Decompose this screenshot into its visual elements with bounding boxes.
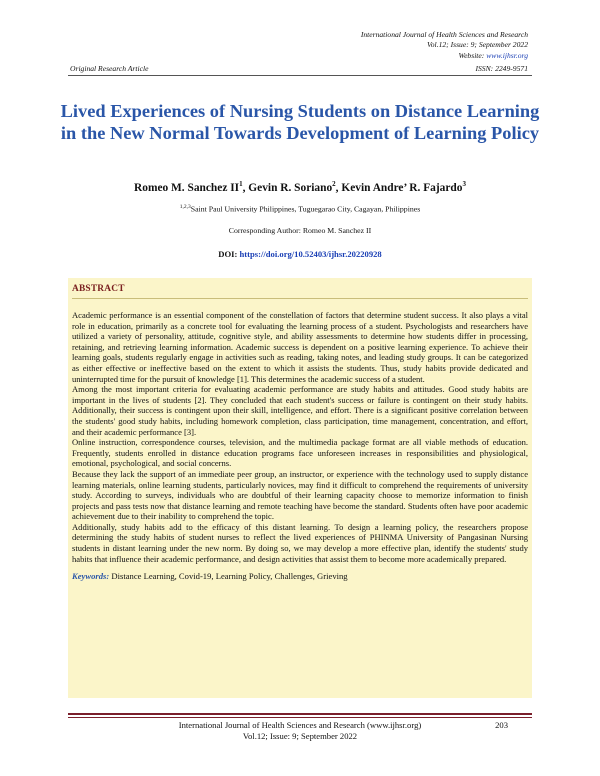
keywords-label: Keywords: — [72, 571, 110, 582]
journal-name: International Journal of Health Sciences and Research — [360, 30, 528, 39]
abstract-paragraph: Additionally, study habits add to the efficacy of this distant learning. To design a learning policy, the researchers propose determining the study habits of student nurses to reflect the lived experiences of PHINMA University of Pangasinan Nursing students in distant learning under the new norm. By doing so, we may develop a more effective plan, identify the students' study habits that influence their academic performance, and design activities that assist them to become more academically prepared. — [72, 521, 528, 564]
footer-divider-thin — [68, 717, 532, 718]
doi-label: DOI: — [218, 249, 238, 259]
corresponding-author: Corresponding Author: Romeo M. Sanchez II — [228, 226, 372, 235]
article-type: Original Research Article — [70, 64, 149, 73]
website-label: Website: — [458, 50, 485, 60]
keywords-line — [72, 571, 528, 581]
issn: ISSN: 2249-9571 — [475, 64, 528, 73]
footer-volume: Vol.12; Issue: 9; September 2022 — [242, 731, 358, 741]
abstract-divider — [72, 298, 528, 299]
journal-volume: Vol.12; Issue: 9; September 2022 — [426, 40, 528, 50]
affiliation-sup: 1,2,3 — [179, 204, 191, 210]
page-number: 203 — [495, 720, 508, 730]
author-sup: 3 — [462, 180, 466, 188]
journal-header — [361, 30, 528, 61]
footer-divider-thick — [68, 713, 532, 715]
abstract-paragraph: Online instruction, correspondence courses, television, and the multimedia package format are all viable methods of education. Frequently, students enrolled in distance education programs face unforeseen increases in responsibilities and physiological, emotional, psychological, and social concerns. — [72, 437, 528, 469]
author-name: Kevin Andre’ R. Fajardo — [341, 181, 463, 194]
doi-line — [0, 249, 600, 259]
website-link[interactable]: www.ijhsr.org — [486, 50, 528, 60]
abstract-box — [68, 278, 532, 698]
abstract-paragraph: Among the most important criteria for evaluating academic performance are study habits and attitudes. Good study habits are important in the lives of students [2]. They concluded that each student's success or failure is contingent on their study habits. Additionally, their success is contingent upon their skill, intelligence, and effort. There is a significant positive correlation between the students' good study habits, including homework completion, class participation, time management, concentration, and effort, and their academic performance [3]. — [72, 384, 528, 437]
paper-title: Lived Experiences of Nursing Students on Distance Learning in the New Normal Towards Development of Learning Policy — [60, 101, 540, 143]
author-name: Romeo M. Sanchez II — [134, 181, 240, 194]
abstract-paragraph: Academic performance is an essential component of the constellation of factors that determine student success. It also plays a vital role in education, primarily as a concrete tool for evaluating the learning process of a student. Psychologists and researchers have utilized a variety of personality, attitude, cognitive style, and ability assessments to determine how students differ in processing, retaining, and retrieving learning information. Academic success is dependent on a positive learning experience. To achieve their learning goals, students regularly engage in activities such as reading, taking notes, and leading study groups. It can be categorized as either effective or ineffective based on the extent to which it assists the students. Thus, study habits provide dedicated and uninterrupted time for the pursuit of knowledge [1]. This determines the academic success of a student. — [72, 310, 528, 384]
doi-link[interactable]: https://doi.org/10.52403/ijhsr.20220928 — [239, 249, 382, 259]
affiliation — [0, 204, 600, 214]
keywords-text: Distance Learning, Covid-19, Learning Policy, Challenges, Grieving — [111, 571, 348, 582]
header-divider — [68, 75, 532, 76]
abstract-paragraph: Because they lack the support of an immediate peer group, an instructor, or experience with the technology used to supply distance learning materials, online learning students, particularly novices, may find it difficult to comprehend the requirements of university study. According to surveys, individuals who are doubtful of their learning capacity choose to memorize information to finish projects and pass tests now that distance learning and remote teaching have become the standard. Students often have poor academic achievement due to their inability to comprehend the topic. — [72, 468, 528, 522]
footer-journal: International Journal of Health Sciences and Research (www.ijhsr.org) — [178, 720, 422, 730]
journal-website — [361, 51, 528, 61]
abstract-heading: ABSTRACT — [72, 284, 125, 294]
author-sup: 2 — [332, 180, 336, 188]
page-footer — [0, 720, 600, 742]
author-list: Romeo M. Sanchez $II^1$, Gevin R. Soriano$^2$, Kevin Andre’ R. Fajardo$^3$ — [134, 180, 466, 194]
author-sup: 1 — [239, 180, 243, 188]
author-name: Gevin R. Soriano — [248, 181, 333, 194]
affiliation-text: Saint Paul University Philippines, Tuguegarao City, Cagayan, Philippines — [190, 204, 421, 214]
